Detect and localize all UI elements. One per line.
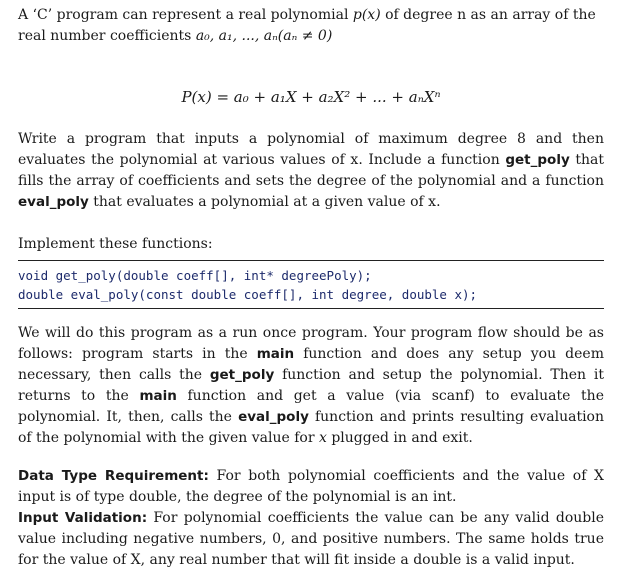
flow-text-a: We will do this program as a run once program. Your program flow should be as follows: program starts in the	[18, 325, 604, 362]
intro-math-p: p(x)	[352, 7, 381, 23]
input-validation-text: For polynomial coefficients the value can be any valid double value including negative numbers, 0, and positive numbers. The same holds true for the value of X, any real number that will fit inside a double is a valid input.	[18, 510, 604, 568]
intro-math-coeffs: a₀, a₁, ..., aₙ(aₙ ≠ 0)	[195, 28, 333, 44]
requirements-paragraph	[18, 466, 604, 571]
code-line-1: void get_poly(double coeff[], int* degreePoly);	[18, 268, 372, 283]
flow-main-1: main	[256, 346, 295, 362]
flow-x: x	[318, 430, 327, 446]
flow-text-b: function and does any setup you deem necessary, then calls the	[18, 346, 604, 383]
task-text-c: that evaluates a polynomial at a given value of x.	[88, 194, 441, 210]
polynomial-equation: P(x) = a₀ + a₁X + a₂X² + ... + aₙXⁿ	[181, 88, 441, 106]
input-validation-label: Input Validation:	[18, 510, 148, 526]
flow-text-c: function and setup the polynomial. Then it returns to the	[18, 367, 604, 404]
code-line-2: double eval_poly(const double coeff[], int degree, double x);	[18, 287, 478, 302]
data-type-label: Data Type Requirement:	[18, 468, 209, 484]
flow-text-e: function and prints resulting evaluation of the polynomial with the given value for	[18, 409, 604, 446]
func-eval-poly: eval_poly	[18, 194, 89, 210]
code-listing	[18, 260, 604, 309]
intro-text-a: A ‘C’ program can represent a real polynomial	[18, 7, 353, 23]
flow-get-poly: get_poly	[209, 367, 275, 383]
flow-eval-poly: eval_poly	[238, 409, 309, 425]
func-get-poly: get_poly	[505, 152, 570, 168]
task-text-b: that fills the array of coefficients and sets the degree of the polynomial and a function	[18, 152, 604, 189]
flow-main-2: main	[139, 388, 177, 404]
flow-text-d: function and get a value (via scanf) to evaluate the polynomial. It, then, calls the	[18, 388, 604, 425]
implement-label: Implement these functions:	[18, 236, 213, 252]
task-text-a: Write a program that inputs a polynomial of maximum degree 8 and then evaluates the polynomial at various values of x. Include a function	[18, 131, 604, 168]
intro-text-b: of degree n as an array of the real number coefficients	[18, 7, 596, 44]
flow-text-f: plugged in and exit.	[326, 430, 473, 446]
data-type-text: For both polynomial coefficients and the value of X input is of type double, the degree of the polynomial is an int.	[18, 468, 604, 505]
task-paragraph	[18, 129, 604, 213]
flow-paragraph	[18, 323, 604, 449]
intro-paragraph	[18, 5, 604, 47]
